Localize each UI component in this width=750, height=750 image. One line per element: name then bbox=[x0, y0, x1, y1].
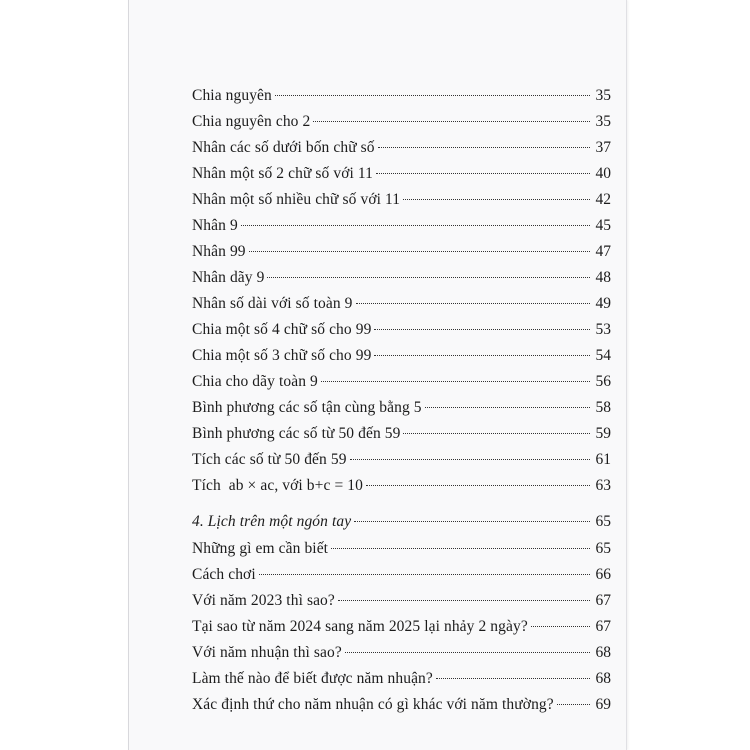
toc-entry-title: 4. Lịch trên một ngón tay bbox=[192, 513, 352, 530]
toc-entry-title: Tích ab × ac, với b+c = 10 bbox=[192, 477, 363, 494]
toc-entry bbox=[192, 696, 611, 718]
dot-leader bbox=[241, 225, 590, 226]
dot-leader bbox=[321, 381, 590, 382]
toc-entry-title: Chia nguyên cho 2 bbox=[192, 113, 311, 130]
toc-entry-page: 40 bbox=[595, 165, 611, 182]
dot-leader bbox=[403, 199, 590, 200]
dot-leader bbox=[275, 95, 590, 96]
dot-leader bbox=[374, 355, 590, 356]
dot-leader bbox=[259, 574, 590, 575]
toc-entry-title: Nhân 99 bbox=[192, 243, 246, 260]
toc-entry-page: 65 bbox=[595, 540, 611, 557]
dot-leader bbox=[557, 704, 590, 705]
toc-entry bbox=[192, 425, 611, 447]
dot-leader bbox=[436, 678, 590, 679]
toc-entry bbox=[192, 243, 611, 265]
toc-entry bbox=[192, 269, 611, 291]
dot-leader bbox=[331, 548, 590, 549]
toc-entry-page: 67 bbox=[595, 618, 611, 635]
toc-entry bbox=[192, 217, 611, 239]
toc-entry bbox=[192, 113, 611, 135]
toc-entry-page: 48 bbox=[595, 269, 611, 286]
dot-leader bbox=[425, 407, 590, 408]
toc-entry-page: 63 bbox=[595, 477, 611, 494]
toc-entry-page: 61 bbox=[595, 451, 611, 468]
toc-entry-title: Chia nguyên bbox=[192, 87, 272, 104]
dot-leader bbox=[345, 652, 590, 653]
toc-entry-page: 67 bbox=[595, 592, 611, 609]
dot-leader bbox=[249, 251, 590, 252]
toc-entry-page: 35 bbox=[595, 113, 611, 130]
toc-entry bbox=[192, 139, 611, 161]
toc-entry bbox=[192, 399, 611, 421]
dot-leader bbox=[350, 459, 590, 460]
toc-entry-page: 35 bbox=[595, 87, 611, 104]
toc-entry-title: Tích các số từ 50 đến 59 bbox=[192, 451, 347, 468]
toc-entry-page: 68 bbox=[595, 670, 611, 687]
toc-entry-page: 68 bbox=[595, 644, 611, 661]
toc-entry bbox=[192, 592, 611, 614]
dot-leader bbox=[378, 147, 590, 148]
dot-leader bbox=[374, 329, 590, 330]
dot-leader bbox=[313, 121, 590, 122]
toc-entry bbox=[192, 347, 611, 369]
dot-leader bbox=[354, 521, 590, 522]
toc-entry-title: Nhân số dài với số toàn 9 bbox=[192, 295, 353, 312]
toc-entry bbox=[192, 321, 611, 343]
toc-entry-title: Nhân dãy 9 bbox=[192, 269, 265, 286]
toc-entry-page: 37 bbox=[595, 139, 611, 156]
toc-entry-title: Xác định thứ cho năm nhuận có gì khác với năm thường? bbox=[192, 696, 554, 713]
toc-entry-title: Cách chơi bbox=[192, 566, 256, 583]
toc-entry bbox=[192, 295, 611, 317]
toc-entry-title: Chia một số 4 chữ số cho 99 bbox=[192, 321, 372, 338]
toc-entry bbox=[192, 618, 611, 640]
toc-entry-title: Nhân một số nhiều chữ số với 11 bbox=[192, 191, 401, 208]
toc-entry-title: Nhân các số dưới bốn chữ số bbox=[192, 139, 375, 156]
dot-leader bbox=[338, 600, 590, 601]
toc-entry-page: 42 bbox=[595, 191, 611, 208]
toc-entry bbox=[192, 451, 611, 473]
toc-entry-title: Nhân một số 2 chữ số với 11 bbox=[192, 165, 374, 182]
toc-entry bbox=[192, 191, 611, 213]
toc-entry bbox=[192, 644, 611, 666]
toc-entry bbox=[192, 165, 611, 187]
toc-entry-page: 53 bbox=[595, 321, 611, 338]
toc-entry-page: 54 bbox=[595, 347, 611, 364]
dot-leader bbox=[403, 433, 590, 434]
toc-entry-title: Nhân 9 bbox=[192, 217, 238, 234]
toc-entry bbox=[192, 373, 611, 395]
toc-entry bbox=[192, 670, 611, 692]
toc-entry bbox=[192, 566, 611, 588]
toc-entry-page: 56 bbox=[595, 373, 611, 390]
toc-entry bbox=[192, 87, 611, 109]
toc-entry-title: Bình phương các số tận cùng bằng 5 bbox=[192, 399, 422, 416]
toc-entry-title: Bình phương các số từ 50 đến 59 bbox=[192, 425, 401, 442]
toc-entry-title: Tại sao từ năm 2024 sang năm 2025 lại nhảy 2 ngày? bbox=[192, 618, 528, 635]
toc-entry-title: Chia một số 3 chữ số cho 99 bbox=[192, 347, 372, 364]
toc-entry-title: Những gì em cần biết bbox=[192, 540, 329, 557]
toc-entry-page: 58 bbox=[595, 399, 611, 416]
dot-leader bbox=[267, 277, 590, 278]
toc-entry bbox=[192, 540, 611, 562]
toc-entry-title: Chia cho dãy toàn 9 bbox=[192, 373, 318, 390]
toc-entry-page: 47 bbox=[595, 243, 611, 260]
toc-entry-page: 66 bbox=[595, 566, 611, 583]
toc-entry-title: Làm thế nào để biết được năm nhuận? bbox=[192, 670, 433, 687]
toc-entry-page: 49 bbox=[595, 295, 611, 312]
dot-leader bbox=[531, 626, 590, 627]
toc-entry-page: 69 bbox=[595, 696, 611, 713]
toc-entry-page: 45 bbox=[595, 217, 611, 234]
dot-leader bbox=[376, 173, 590, 174]
toc-entry bbox=[192, 477, 611, 499]
dot-leader bbox=[356, 303, 590, 304]
toc-entry-page: 65 bbox=[595, 513, 611, 530]
toc-entry-page: 59 bbox=[595, 425, 611, 442]
toc-entry-title: Với năm nhuận thì sao? bbox=[192, 644, 342, 661]
toc-entry-title: Với năm 2023 thì sao? bbox=[192, 592, 335, 609]
toc-section-heading bbox=[192, 513, 611, 535]
dot-leader bbox=[366, 485, 590, 486]
